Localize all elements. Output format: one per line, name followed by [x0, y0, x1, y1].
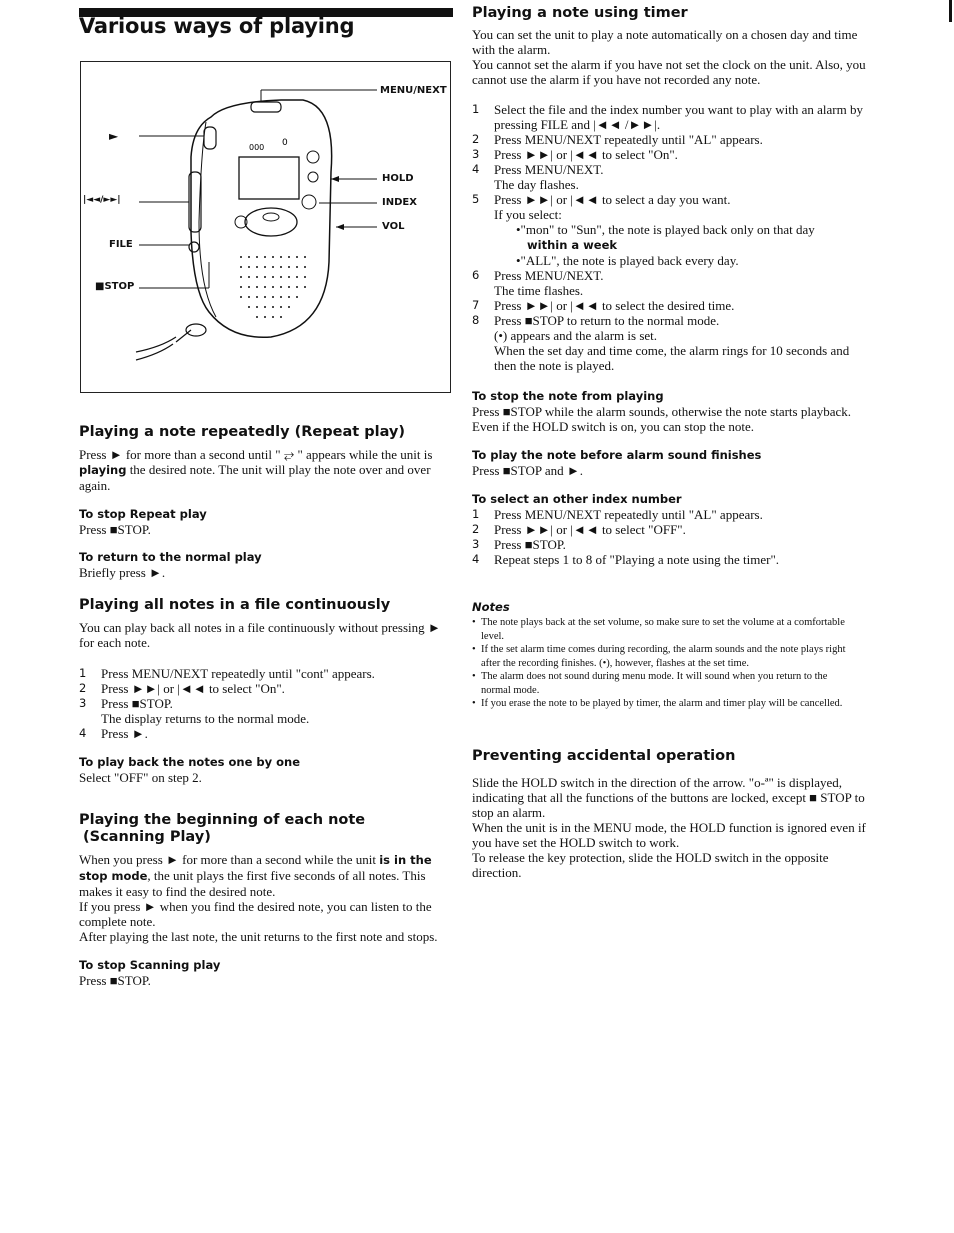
label-menu-next: MENU/NEXT [380, 85, 447, 96]
timer-steps [472, 102, 872, 177]
timer-intro-2: You cannot set the alarm if you have not set the clock on the unit. Also, you cannot use the alarm if you have not recorded any note. [472, 57, 866, 87]
timer-section [472, 5, 872, 373]
timer-step8-note-2: When the set day and time come, the alarm rings for 10 seconds and then the note is played. [494, 343, 850, 373]
timer-stop-body-1: Press ■STOP while the alarm sounds, otherwise the note starts playback. [472, 404, 852, 419]
one-by-one-body: Select "OFF" on step 2. [79, 770, 202, 785]
repeat-return-title: To return to the normal play [79, 550, 262, 564]
device-figure [80, 61, 451, 393]
continuous-title: Playing all notes in a file continuously [79, 597, 391, 613]
continuous-steps [79, 666, 453, 711]
timer-step5 [472, 192, 872, 207]
preventing-section [472, 748, 872, 880]
continuous-intro: You can play back all notes in a file continuously without pressing ► for each note. [79, 620, 441, 650]
label-file: FILE [109, 239, 133, 250]
list-item: 1 Press MENU/NEXT repeatedly until "AL" appears. [472, 507, 763, 522]
continuous-step3-note: The display returns to the normal mode. [101, 711, 310, 726]
timer-bullet-1-bold: within a week [527, 238, 618, 252]
timer-step4-note: The day flashes. [494, 177, 579, 192]
timer-other-title: To select an other index number [472, 492, 682, 506]
repeat-stop-title: To stop Repeat play [79, 507, 207, 521]
timer-step5-note: If you select: [494, 207, 562, 222]
scanning-title: Playing the beginning of each note [79, 812, 366, 828]
timer-step8-note-1: (•) appears and the alarm is set. [494, 328, 658, 343]
list-item: 3 Press ►►| or |◄◄ to select "On". [472, 147, 678, 162]
list-item: 4 Repeat steps 1 to 8 of "Playing a note using the timer". [472, 552, 780, 567]
label-stop: ■STOP [95, 281, 135, 292]
timer-before-title: To play the note before alarm sound finishes [472, 448, 762, 462]
timer-title: Playing a note using timer [472, 5, 688, 21]
repeat-body: Press ► for more than a second until " ⥂ " appears while the unit is playing the desired note. The unit will play the note over and over again. [79, 447, 433, 493]
scanning-stop-body: Press ■STOP. [79, 973, 151, 988]
list-item: 2 Press MENU/NEXT repeatedly until "AL" appears. [472, 132, 763, 147]
page-edge-mark [949, 0, 952, 22]
list-item: 2 Press ►►| or |◄◄ to select "OFF". [472, 522, 686, 537]
list-item: • If the set alarm time comes during recording, the alarm sounds and the note plays right after the recording finishes. (•), however, flashes at the set time. [472, 643, 852, 670]
notes-section [472, 600, 852, 711]
scanning-subtitle: (Scanning Play) [83, 829, 211, 845]
repeat-stop-body: Press ■STOP. [79, 522, 151, 537]
timer-step6-note: The time flashes. [494, 283, 584, 298]
preventing-body-1: Slide the HOLD switch in the direction of the arrow. "o-ª" is displayed, indicating that all the functions of the buttons are locked, except ■ STOP to stop an alarm. [472, 775, 865, 820]
list-item: 7 Press ►►| or |◄◄ to select the desired time. [472, 298, 735, 313]
scanning-section [79, 812, 453, 988]
list-item: 8 Press ■STOP to return to the normal mode. [472, 313, 720, 328]
continuous-section [79, 597, 453, 785]
continuous-step4 [79, 726, 453, 741]
list-item: 4 Press MENU/NEXT. [472, 162, 604, 177]
preventing-title: Preventing accidental operation [472, 748, 736, 764]
list-item: • The note plays back at the set volume, so make sure to set the volume at a comfortable level. [472, 616, 852, 643]
timer-bullet-2: •"ALL", the note is played back every day. [516, 253, 739, 268]
preventing-body-2: When the unit is in the MENU mode, the HOLD function is ignored even if you have set the HOLD switch to work. [472, 820, 866, 850]
list-item: • If you erase the note to be played by timer, the alarm and timer play will be cancelled. [472, 697, 852, 711]
label-hold: HOLD [382, 173, 414, 184]
page-title: Various ways of playing [79, 14, 355, 38]
scanning-body-2: If you press ► when you find the desired note, you can listen to the complete note. [79, 899, 432, 929]
scanning-body: When you press ► for more than a second while the unit is in the stop mode, the unit plays the first five seconds of all notes. This makes it easy to find the desired note. [79, 852, 432, 899]
one-by-one-title: To play back the notes one by one [79, 755, 300, 769]
svg-text:0: 0 [282, 138, 288, 148]
repeat-title: Playing a note repeatedly (Repeat play) [79, 424, 406, 440]
timer-step6 [472, 268, 872, 283]
preventing-body-3: To release the key protection, slide the HOLD switch in the opposite direction. [472, 850, 829, 880]
list-item: 1 Press MENU/NEXT repeatedly until "cont" appears. [79, 666, 375, 681]
notes-list [472, 616, 852, 711]
label-play-icon: ► [109, 129, 119, 143]
list-item: 2 Press ►►| or |◄◄ to select "On". [79, 681, 285, 696]
timer-before-body: Press ■STOP and ►. [472, 463, 584, 478]
timer-steps-7-8 [472, 298, 872, 328]
list-item: • The alarm does not sound during menu mode. It will sound when you return to the normal mode. [472, 670, 852, 697]
list-item: 3 Press ■STOP. [79, 696, 173, 711]
list-item: 6 Press MENU/NEXT. [472, 268, 604, 283]
timer-stop-section [472, 389, 872, 567]
repeat-return-body: Briefly press ►. [79, 565, 166, 580]
timer-intro-1: You can set the unit to play a note automatically on a chosen day and time with the alarm. [472, 27, 858, 57]
notes-title: Notes [472, 600, 510, 614]
scanning-stop-title: To stop Scanning play [79, 958, 221, 972]
label-vol: VOL [382, 221, 405, 232]
label-index: INDEX [382, 197, 417, 208]
repeat-section [79, 424, 453, 580]
timer-other-steps [472, 507, 872, 567]
display-digits: 000 [249, 143, 265, 152]
timer-bullet-1: •"mon" to "Sun", the note is played back only on that day [516, 222, 815, 237]
list-item: 5 Press ►►| or |◄◄ to select a day you want. [472, 192, 731, 207]
list-item: 3 Press ■STOP. [472, 537, 566, 552]
timer-stop-body-2: Even if the HOLD switch is on, you can stop the note. [472, 419, 754, 434]
list-item: 1 Select the file and the index number you want to play with an alarm by pressing FILE and |◄◄ /►►|. [472, 102, 863, 132]
list-item: 4 Press ►. [79, 726, 148, 741]
scanning-body-3: After playing the last note, the unit returns to the first note and stops. [79, 929, 438, 944]
label-skip-icon: |◄◄/►►| [83, 195, 121, 205]
timer-stop-title: To stop the note from playing [472, 389, 664, 403]
